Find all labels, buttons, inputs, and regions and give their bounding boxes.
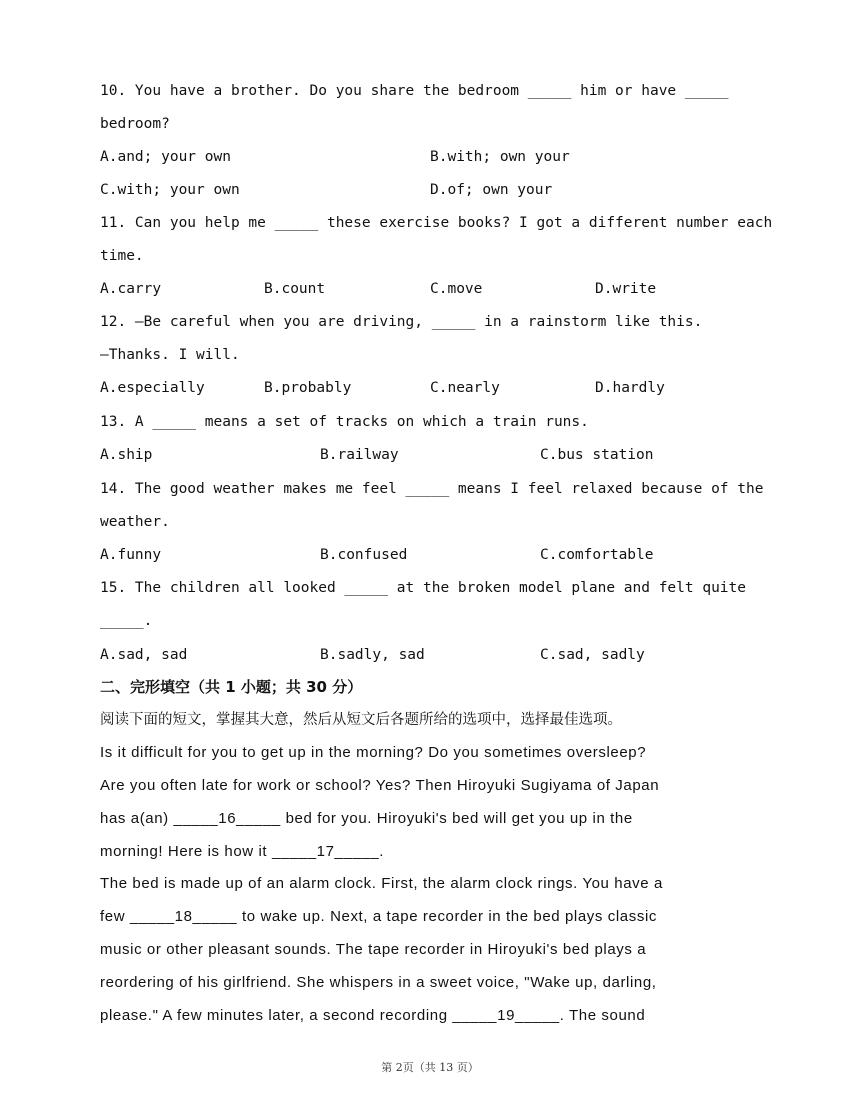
q11-option-b: B.count	[264, 281, 326, 297]
q11-option-d: D.write	[595, 281, 657, 297]
q15-option-c: C.sad, sadly	[540, 647, 645, 663]
q10-option-a: A.and; your own	[100, 149, 231, 165]
question-12-text: 12. —Be careful when you are driving, _____ in a rainstorm like this.	[100, 314, 703, 330]
passage-line: Is it difficult for you to get up in the morning? Do you sometimes oversleep?	[100, 744, 647, 761]
q14-option-a: A.funny	[100, 547, 162, 563]
q13-option-c: C.bus station	[540, 447, 654, 463]
q12-option-c: C.nearly	[430, 380, 500, 396]
question-11-text: 11. Can you help me _____ these exercise books? I got a different number each	[100, 215, 773, 231]
passage-line: reordering of his girlfriend. She whispers in a sweet voice, "Wake up, darling,	[100, 974, 657, 991]
question-14-text: 14. The good weather makes me feel _____ means I feel relaxed because of the	[100, 481, 764, 497]
question-15-text-cont: _____.	[100, 613, 153, 629]
q10-option-c: C.with; your own	[100, 182, 240, 198]
q11-option-a: A.carry	[100, 281, 162, 297]
passage-line: Are you often late for work or school? Yes? Then Hiroyuki Sugiyama of Japan	[100, 777, 660, 794]
passage-line: has a(an) _____16_____ bed for you. Hiroyuki's bed will get you up in the	[100, 810, 633, 827]
question-10-text: 10. You have a brother. Do you share the bedroom _____ him or have _____	[100, 83, 729, 99]
question-13-text: 13. A _____ means a set of tracks on which a train runs.	[100, 414, 589, 430]
question-10-text-cont: bedroom?	[100, 116, 170, 132]
passage-line: morning! Here is how it _____17_____.	[100, 843, 385, 860]
question-14-text-cont: weather.	[100, 514, 170, 530]
q13-option-b: B.railway	[320, 447, 399, 463]
question-15-text: 15. The children all looked _____ at the broken model plane and felt quite	[100, 580, 747, 596]
page-footer: 第 2页（共 13 页）	[381, 1061, 479, 1074]
passage-line: The bed is made up of an alarm clock. First, the alarm clock rings. You have a	[100, 875, 663, 892]
q12-option-a: A.especially	[100, 380, 205, 396]
q15-option-a: A.sad, sad	[100, 647, 188, 663]
q10-option-d: D.of; own your	[430, 182, 553, 198]
q14-option-b: B.confused	[320, 547, 408, 563]
q12-option-d: D.hardly	[595, 380, 665, 396]
q13-option-a: A.ship	[100, 447, 153, 463]
section-heading: 二、完形填空（共 1 小题；共 30 分）	[100, 678, 363, 696]
question-11-text-cont: time.	[100, 248, 144, 264]
q14-option-c: C.comfortable	[540, 547, 654, 563]
q11-option-c: C.move	[430, 281, 483, 297]
passage-line: music or other pleasant sounds. The tape recorder in Hiroyuki's bed plays a	[100, 941, 647, 958]
passage-line: few _____18_____ to wake up. Next, a tape recorder in the bed plays classic	[100, 908, 657, 925]
section-instruction: 阅读下面的短文，掌握其大意，然后从短文后各题所给的选项中，选择最佳选项。	[100, 712, 622, 728]
q12-option-b: B.probably	[264, 380, 352, 396]
q10-option-b: B.with; own your	[430, 149, 570, 165]
question-12-reply: —Thanks. I will.	[100, 347, 240, 363]
passage-line: please." A few minutes later, a second recording _____19_____. The sound	[100, 1007, 646, 1024]
q15-option-b: B.sadly, sad	[320, 647, 425, 663]
